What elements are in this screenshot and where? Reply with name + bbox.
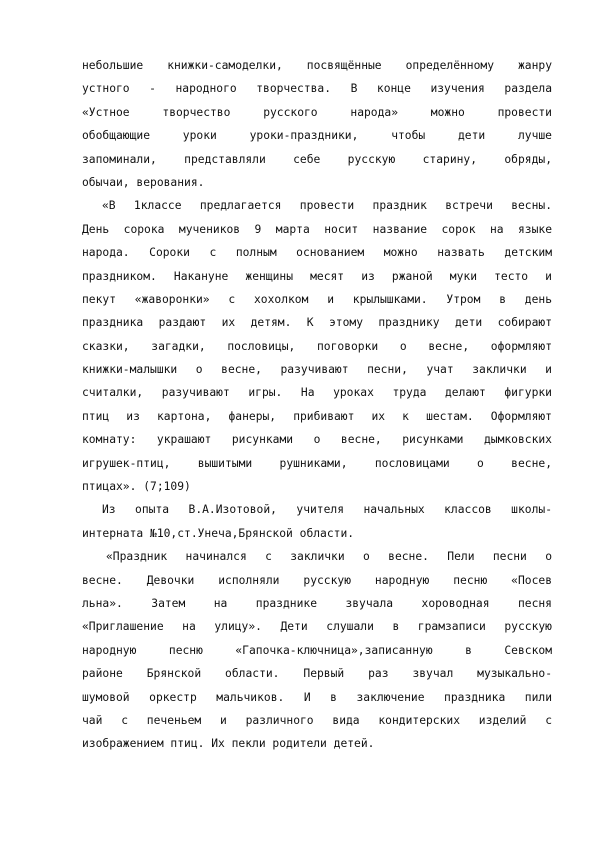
text-line: пекут «жаворонки» с хохолком и крылышками. Утром в день: [82, 292, 552, 306]
text-line: «Устное творчество русского народа» можно провести: [82, 105, 552, 119]
text-line: птиц из картона, фанеры, прибивают их к шестам. Оформляют: [82, 409, 552, 423]
text-line: чай с печеньем и различного вида кондитерских изделий с: [82, 713, 552, 727]
text-line: Из опыта В.А.Изотовой, учителя начальных классов школы-: [102, 503, 552, 517]
text-line: комнату: украшают рисунками о весне, рисунками дымковских: [82, 433, 552, 447]
text-line: «Приглашение на улицу». Дети слушали в грамзаписи русскую: [82, 620, 552, 634]
text-line: льна». Затем на празднике звучала хороводная песня: [82, 596, 552, 610]
text-line: народа. Сороки с полным основанием можно назвать детским: [82, 246, 552, 260]
text-line: устного - народного творчества. В конце изучения раздела: [82, 82, 552, 96]
text-line: изображением птиц. Их пекли родители детей.: [82, 737, 375, 751]
paragraph-1: [82, 54, 552, 194]
text-line: обычаи, верования.: [82, 175, 205, 189]
text-line: игрушек-птиц, вышитыми рушниками, пословицами о весне,: [82, 456, 552, 470]
text-line: шумовой оркестр мальчиков. И в заключение праздника пили: [82, 690, 552, 704]
text-line: интерната №10,ст.Унеча,Брянской области.: [82, 526, 355, 540]
text-line: День сорока мучеников 9 марта носит название сорок на языке: [82, 222, 552, 236]
text-line: «В 1классе предлагается провести праздник встречи весны.: [102, 199, 552, 213]
text-line: небольшие книжки-самоделки, посвящённые определённому жанру: [82, 59, 552, 72]
text-line: праздника раздают их детям. К этому празднику дети собирают: [82, 316, 552, 330]
text-line: районе Брянской области. Первый раз звучал музыкально-: [82, 667, 552, 681]
text-line: весне. Девочки исполняли русскую народную песню «Посев: [82, 573, 552, 587]
paragraph-2: [82, 194, 552, 498]
text-line: народную песню «Гапочка-ключница»,записанную в Севском: [82, 643, 552, 657]
text-line: считалки, разучивают игры. На уроках труда делают фигурки: [82, 386, 552, 400]
text-line: запоминали, представляли себе русскую старину, обряды,: [82, 152, 552, 166]
paragraph-3: [82, 498, 552, 545]
text-line: «Праздник начинался с заклички о весне. Пели песни о: [106, 550, 552, 564]
text-line: праздником. Накануне женщины месят из ржаной муки тесто и: [82, 269, 552, 283]
text-line: сказки, загадки, пословицы, поговорки о весне, оформляют: [82, 339, 552, 353]
text-line: птицах». (7;109): [82, 480, 191, 494]
text-line: книжки-малышки о весне, разучивают песни, учат заклички и: [82, 363, 552, 377]
document-text: [82, 54, 552, 756]
text-line: обобщающие уроки уроки-праздники, чтобы дети лучше: [82, 129, 552, 143]
paragraph-4: [82, 545, 552, 756]
